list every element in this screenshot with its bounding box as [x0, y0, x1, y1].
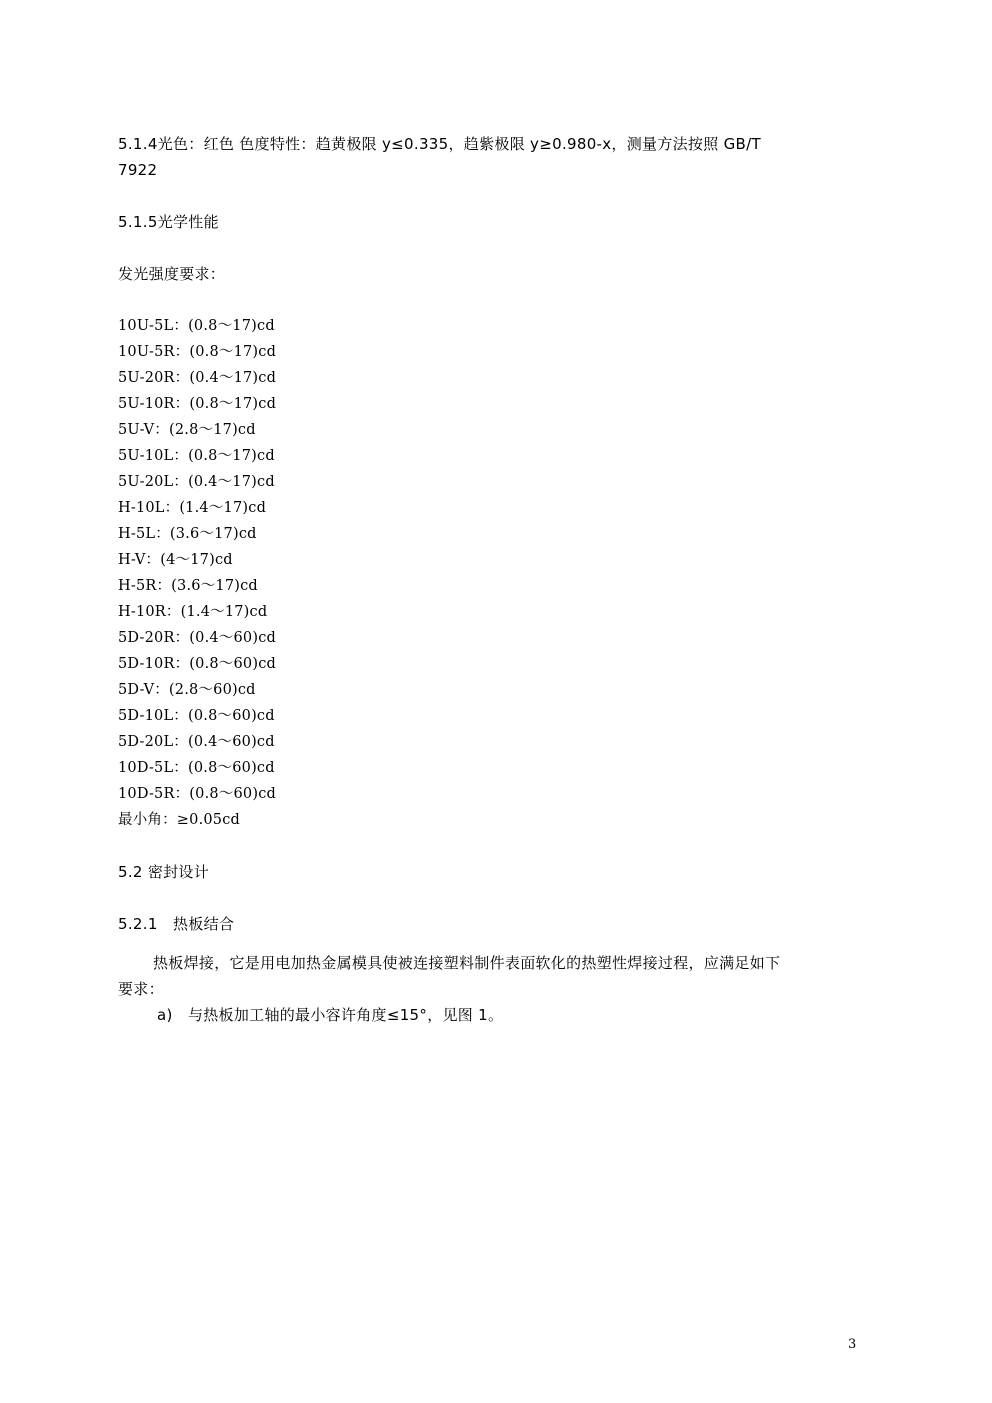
list-item: 5U-V：(2.8～17)cd — [118, 422, 256, 438]
list-item: 10D-5L：(0.8～60)cd — [118, 760, 275, 776]
list-item: 5U-10L：(0.8～17)cd — [118, 448, 275, 464]
list-item: 10D-5R：(0.8～60)cd — [118, 786, 277, 802]
list-item: 5D-20R：(0.4～60)cd — [118, 630, 277, 646]
paragraph-line-1: 热板焊接，它是用电加热金属模具使被连接塑料制件表面软化的热塑性焊接过程，应满足如下 — [153, 954, 781, 972]
page-number: 3 — [848, 1337, 857, 1352]
paragraph-line-2: 要求： — [118, 980, 164, 998]
list-item: H-5R：(3.6～17)cd — [118, 578, 258, 594]
list-item: 5D-10R：(0.8～60)cd — [118, 656, 277, 672]
list-item: 5U-10R：(0.8～17)cd — [118, 396, 277, 412]
intensity-list — [118, 313, 276, 833]
list-item: 5D-V：(2.8～60)cd — [118, 682, 256, 698]
list-item: H-10L：(1.4～17)cd — [118, 500, 267, 516]
list-item: 5U-20L：(0.4～17)cd — [118, 474, 275, 490]
list-item: H-V：(4～17)cd — [118, 552, 233, 568]
section-515-heading: 5.1.5光学性能 — [118, 213, 219, 231]
list-item-a: a) 与热板加工轴的最小容许角度≤15°，见图 1。 — [157, 1006, 504, 1024]
list-item: 5U-20R：(0.4～17)cd — [118, 370, 277, 386]
list-item: 10U-5L：(0.8～17)cd — [118, 318, 275, 334]
list-item: 5D-10L：(0.8～60)cd — [118, 708, 275, 724]
list-item: 5D-20L：(0.4～60)cd — [118, 734, 275, 750]
list-item: H-5L：(3.6～17)cd — [118, 526, 257, 542]
intensity-label: 发光强度要求： — [118, 265, 226, 283]
list-item: 最小角：≥0.05cd — [118, 812, 241, 828]
section-521-heading: 5.2.1 热板结合 — [118, 915, 235, 933]
list-item: 10U-5R：(0.8～17)cd — [118, 344, 277, 360]
section-52-heading: 5.2 密封设计 — [118, 863, 210, 881]
section-514-line-1: 5.1.4光色：红色 色度特性：趋黄极限 y≤0.335，趋紫极限 y≥0.980-x，测量方法按照 GB/T — [118, 135, 761, 153]
section-514-line-2: 7922 — [118, 161, 158, 179]
list-item: H-10R：(1.4～17)cd — [118, 604, 268, 620]
